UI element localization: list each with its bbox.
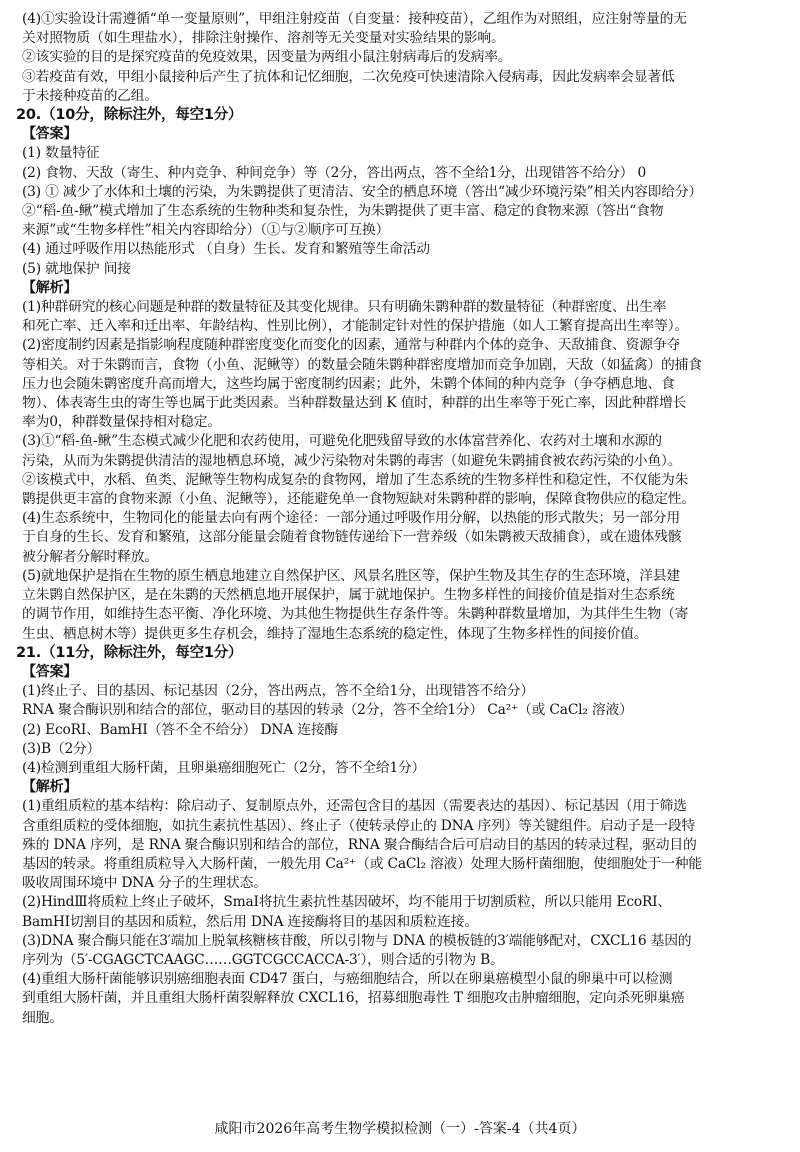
analysis-tag: 【解析】 (22, 279, 78, 296)
analysis-line: 于自身的生长、发育和繁殖，这部分能量会随着食物链传递给下一营养级（如朱鹮被天敌捕食），或在遗体残骸 (22, 529, 682, 546)
analysis-line: (2)HindⅢ将质粒上终止子破坏，SmaⅠ将抗生素抗性基因破坏，均不能用于切割质粒，所以只能用 EcoRⅠ、 (22, 894, 672, 911)
analysis-line: 细胞。 (22, 1009, 63, 1026)
q19-tail (22, 10, 778, 106)
analysis-line: 率为0，种群数量保持相对稳定。 (22, 414, 221, 431)
analysis-line: 等相关。对于朱鹮而言，食物（小鱼、泥鳅等）的数量会随朱鹮种群密度增加而竞争加剧，天敌（如猛禽）的捕食 (22, 356, 702, 373)
analysis-line: 被分解者分解时释放。 (22, 548, 158, 565)
text-line: ②该实验的目的是探究疫苗的免疫效果，因变量为两组小鼠注射病毒后的发病率。 (22, 49, 512, 66)
analysis-line: (1)种群研究的核心问题是种群的数量特征及其变化规律。只有明确朱鹮种群的数量特征（种群密度、出生率 (22, 299, 667, 316)
analysis-line: 立朱鹮自然保护区，是在朱鹮的天然栖息地开展保护，属于就地保护。生物多样性的间接价值是指对生态系统 (22, 587, 675, 604)
analysis-line: 的调节作用，如维持生态平衡、净化环境、为其他生物提供生存条件等。朱鹮种群数量增加，为其伴生生物（寄 (22, 606, 689, 623)
analysis-line: 污染，从而为朱鹮提供清洁的湿地栖息环境，减少污染物对朱鹮的毒害（如避免朱鹮捕食被农药污染的小鱼）。 (22, 452, 682, 469)
analysis-line: 序列为（5′-CGAGCTCAAGC……GGTCGCCACCA-3′），则合适的引物为 B。 (22, 951, 504, 968)
analysis-line: 生虫、栖息树木等）提供更多生存机会，维持了湿地生态系统的稳定性，体现了生物多样性的间接价值。 (22, 625, 648, 642)
answer-line: (3)B（2分） (22, 740, 101, 757)
analysis-line: 到重组大肠杆菌，并且重组大肠杆菌裂解释放 CXCL16，招募细胞毒性 T 细胞攻击肿瘤细胞，定向杀死卵巢癌 (22, 990, 685, 1007)
answer-line: (5) 就地保护 间接 (22, 260, 131, 277)
question-21 (16, 644, 778, 1028)
analysis-line: ②该模式中，水稻、鱼类、泥鳅等生物构成复杂的食物网，增加了生态系统的生物多样性和稳定性，不仅能为朱 (22, 471, 689, 488)
text-line: 关对照物质（如生理盐水），排除注射操作、溶剂等无关变量对实验结果的影响。 (22, 30, 505, 47)
answer-line: (4)检测到重组大肠杆菌，且卵巢癌细胞死亡（2分，答不全给1分） (22, 759, 426, 776)
answer-tag: 【答案】 (22, 126, 78, 143)
analysis-line: (4)重组大肠杆菌能够识别癌细胞表面 CD47 蛋白，与癌细胞结合，所以在卵巢癌模型小鼠的卵巢中可以检测 (22, 971, 673, 988)
answer-line: (1)终止子、目的基因、标记基因（2分，答出两点，答不全给1分，出现错答不给分） (22, 683, 534, 700)
analysis-line: BamHⅠ切割目的基因和质粒，然后用 DNA 连接酶将目的基因和质粒连接。 (22, 913, 478, 930)
analysis-line: (3)①“稻-鱼-鳅”生态模式减少化肥和农药使用，可避免化肥残留导致的水体富营养化、农药对土壤和水源的 (22, 433, 662, 450)
analysis-line: 鹮提供更丰富的食物来源（小鱼、泥鳅等），还能避免单一食物短缺对朱鹮种群的影响，保障食物供应的稳定性。 (22, 491, 695, 508)
answer-line: RNA 聚合酶识别和结合的部位，驱动目的基因的转录（2分，答不全给1分） Ca²⁺（或 CaCl₂ 溶液） (22, 702, 633, 719)
analysis-line: 和死亡率、迁入率和迁出率、年龄结构、性别比例），才能制定针对性的保护措施（如人工繁育提高出生率等）。 (22, 318, 689, 335)
answer-line: ②“稻-鱼-鳅”模式增加了生态系统的生物种类和复杂性，为朱鹮提供了更丰富、稳定的食物来源（答出“食物 (22, 203, 664, 220)
analysis-line: 物）、体表寄生虫的寄生等也属于此类因素。当种群数量达到 K 值时，种群的出生率等于死亡率，因此种群增长 (22, 395, 687, 412)
answer-line: (4) 通过呼吸作用以热能形式 （自身）生长、发育和繁殖等生命活动 (22, 241, 431, 258)
question-heading: 20.（10分，除标注外，每空1分） (16, 107, 243, 124)
analysis-line: (2)密度制约因素是指影响程度随种群密度变化而变化的因素，通常与种群内个体的竞争、天敌捕食、资源争夺 (22, 337, 680, 354)
question-20 (16, 106, 778, 644)
answer-line: (1) 数量特征 (22, 145, 100, 162)
analysis-line: 含重组质粒的受体细胞，如抗生素抗性基因）、终止子（使转录停止的 DNA 序列）等关键组件。启动子是一段特 (22, 817, 696, 834)
text-line: (4)①实验设计需遵循“单一变量原则”，甲组注射疫苗（自变量：接种疫苗），乙组作为对照组，应注射等量的无 (22, 11, 687, 27)
answer-line: (2) EcoRⅠ、BamHⅠ（答不全不给分） DNA 连接酶 (22, 721, 339, 738)
analysis-line: (4)生态系统中，生物同化的能量去向有两个途径：一部分通过呼吸作用分解，以热能的形式散失；另一部分用 (22, 510, 680, 527)
page-footer: 咸阳市2026年高考生物学模拟检测（一）-答案-4（共4页） (214, 1121, 586, 1137)
analysis-line: (3)DNA 聚合酶只能在3′端加上脱氧核糖核苷酸，所以引物与 DNA 的模板链的3′端能够配对，CXCL16 基因的 (22, 932, 692, 949)
question-heading: 21.（11分，除标注外，每空1分） (16, 644, 243, 661)
analysis-line: (1)重组质粒的基本结构：除启动子、复制原点外，还需包含目的基因（需要表达的基因）、标记基因（用于筛选 (22, 798, 687, 815)
analysis-line: (5)就地保护是指在生物的原生栖息地建立自然保护区、风景名胜区等，保护生物及其生存的生态环境，洋县建 (22, 567, 680, 584)
analysis-line: 基因的转录。将重组质粒导入大肠杆菌，一般先用 Ca²⁺（或 CaCl₂ 溶液）处理大肠杆菌细胞，使细胞处于一种能 (22, 855, 702, 872)
answer-line: (3) ① 减少了水体和土壤的污染，为朱鹮提供了更清洁、安全的栖息环境（答出“减少环境污染”相关内容即给分） (22, 183, 703, 200)
analysis-line: 吸收周围环境中 DNA 分子的生理状态。 (22, 875, 267, 892)
answer-line: (2) 食物、天敌（寄生、种内竞争、种间竞争）等（2分，答出两点，答不全给1分，出现错答不给分） 0 (22, 164, 647, 181)
analysis-tag: 【解析】 (22, 779, 78, 796)
analysis-line: 压力也会随朱鹮密度升高而增大，这些均属于密度制约因素；此外，朱鹮个体间的种内竞争（争夺栖息地、食 (22, 375, 675, 392)
answer-tag: 【答案】 (22, 663, 78, 680)
answer-line: 来源”或“生物多样性”相关内容即给分）（①与②顺序可互换） (22, 222, 390, 239)
analysis-line: 殊的 DNA 序列，是 RNA 聚合酶识别和结合的部位，RNA 聚合酶结合后可启动目的基因的转录过程，驱动目的 (22, 836, 697, 853)
text-line: 于未接种疫苗的乙组。 (22, 87, 158, 104)
text-line: ③若疫苗有效，甲组小鼠接种后产生了抗体和记忆细胞，二次免疫可快速清除入侵病毒，因此发病率会显著低 (22, 68, 675, 85)
